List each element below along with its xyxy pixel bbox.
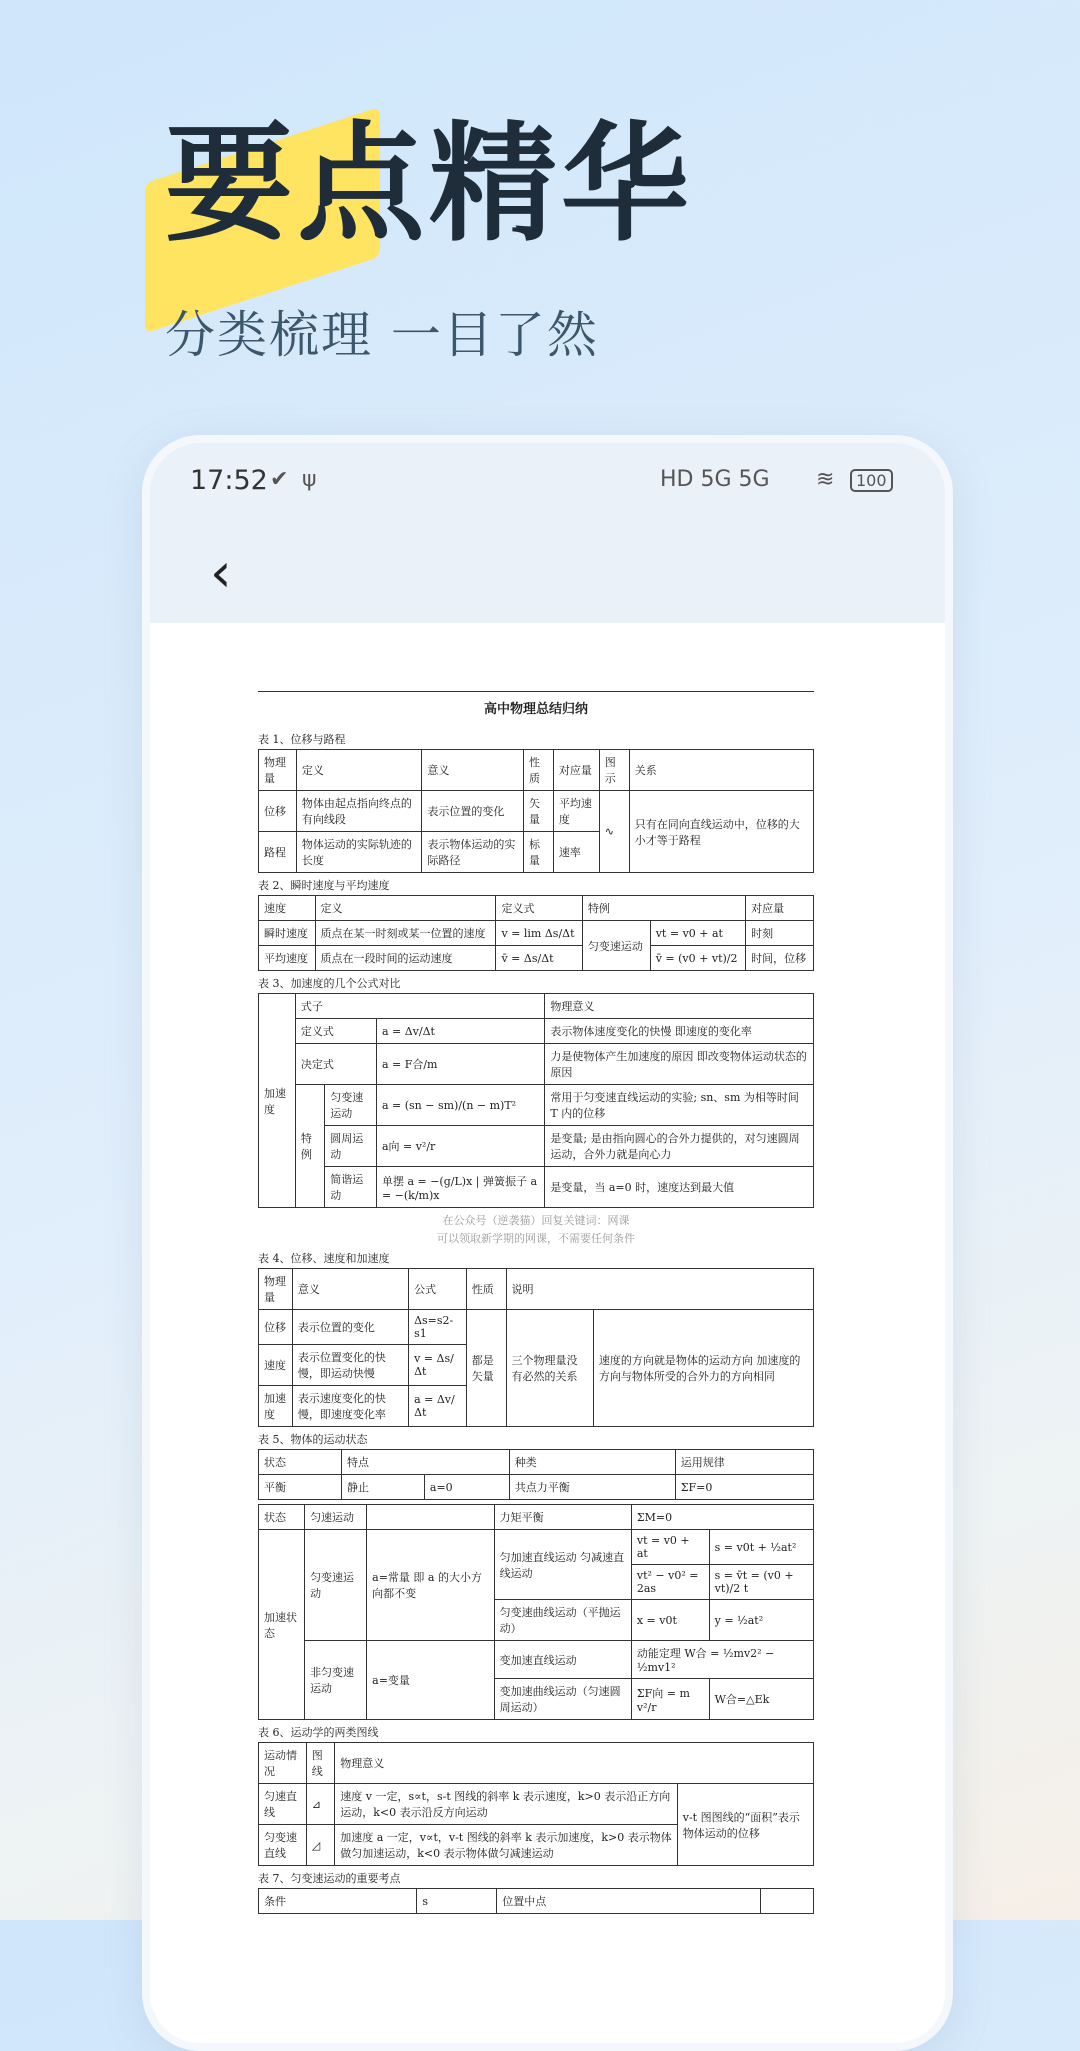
- usb-icon: ψ: [302, 467, 317, 492]
- table-2: 速度 定义 定义式 特例 对应量 瞬时速度 质点在某一时刻或某一位置的速度 v = lim Δs/Δt 匀变速运动 vt = v0 + at 时刻 平均速度 质点在一段时间的运动速度 v̄ = Δs/Δt v̄ = (v0 + vt)/2 时间，位移: [258, 895, 814, 971]
- table-5b: 状态 匀速运动 力矩平衡 ΣM=0 加速状态 匀变速运动 a=常量 即 a 的大小方向都不变 匀加速直线运动 匀减速直线运动 vt = v0 + at s = v0t + ½at² vt² − v0² = 2as s = v̄t = (v0 + vt)/2 t 匀变速曲线运动（平抛运动） x = v0t y = ½at² 非匀变速运动 a=变量 变加速直线运动 动能定理 W合 = ½mv2² − ½mv1² 变加速曲线运动（匀速圆周运动） ΣF向 = m v²/r W合=△Ek: [258, 1504, 814, 1720]
- table-caption: 表 5、物体的运动状态: [258, 1433, 368, 1446]
- trajectory-icon: ∿: [599, 791, 629, 873]
- hero-banner: [165, 110, 694, 259]
- wifi-icon: ≋: [816, 467, 835, 492]
- status-bar: [150, 443, 945, 523]
- st-graph-icon: ⊿: [306, 1784, 334, 1825]
- table-5: 状态 特点 种类 运用规律 平衡 静止 a=0 共点力平衡 ΣF=0: [258, 1449, 814, 1500]
- document-page: [258, 691, 814, 1918]
- vt-graph-icon: ◿: [306, 1825, 334, 1866]
- status-time: 17:52: [190, 465, 268, 496]
- check-icon: ✔: [270, 467, 289, 492]
- battery-icon: 100: [850, 469, 893, 492]
- nav-bar: [150, 523, 945, 623]
- table-4: 物理量 意义 公式 性质 说明 位移 表示位置的变化 Δs=s2-s1 都是矢量 三个物理量没有必然的关系 速度的方向就是物体的运动方向 加速度的方向与物体所受的合外力的方向相同 速度 表示位置变化的快慢，即运动快慢 v = Δs/Δt 加速度 表示速度变化的快慢，即速度变化率 a = Δv/Δt: [258, 1268, 814, 1427]
- table-caption: 表 4、位移、速度和加速度: [258, 1252, 390, 1265]
- table-3: 加速度 式子 物理意义 定义式 a = Δv/Δt 表示物体速度变化的快慢 即速度的变化率 决定式 a = F合/m 力是使物体产生加速度的原因 即改变物体运动状态的原因 特例 匀变速运动 a = (sn − sm)/(n − m)T² 常用于匀变速直线运动的实验; sn、sm 为相等时间 T 内的位移 圆周运动 a向 = v²/r 是变量; 是由指向圆心的合外力提供的，对匀速圆周运动，合外力就是向心力 简谐运动 单摆 a = −(g/L)x | 弹簧振子 a = −(k/m)x 是变量，当 a=0 时，速度达到最大值: [258, 993, 814, 1208]
- watermark: 在公众号（逆袭猫）回复关键词：网课: [442, 1214, 630, 1227]
- doc-title: 高中物理总结归纳: [258, 691, 814, 727]
- table-7: 条件 s 位置中点: [258, 1888, 814, 1914]
- hero-subtitle: 分类梳理 一目了然: [165, 306, 599, 364]
- table-1: 物理量 定义 意义 性质 对应量 图示 关系 位移 物体由起点指向终点的有向线段 表示位置的变化 矢量 平均速度 ∿ 只有在同向直线运动中，位移的大小才等于路程 路程 物体运动的实际轨迹的长度 表示物体运动的实际路径 标量 速率: [258, 749, 814, 873]
- table-caption: 表 3、加速度的几个公式对比: [258, 977, 401, 990]
- table-6: 运动情况 图线 物理意义 匀速直线 ⊿ 速度 v 一定，s∝t，s-t 图线的斜率 k 表示速度，k>0 表示沿正方向运动，k<0 表示沿反方向运动 v-t 图图线的“面积”表示物体运动的位移 匀变速直线 ◿ 加速度 a 一定，v∝t，v-t 图线的斜率 k 表示加速度，k>0 表示物体做匀加速运动，k<0 表示物体做匀减速运动: [258, 1742, 814, 1866]
- watermark: 可以领取新学期的网课，不需要任何条件: [437, 1232, 635, 1245]
- table-caption: 表 7、匀变速运动的重要考点: [258, 1872, 401, 1885]
- phone-mockup: [142, 435, 953, 2051]
- back-button[interactable]: ‹: [210, 541, 232, 604]
- table-caption: 表 2、瞬时速度与平均速度: [258, 879, 390, 892]
- network-icon: HD 5G 5G: [660, 467, 770, 492]
- hero-title: 要点精华: [165, 110, 694, 259]
- table-caption: 表 6、运动学的两类图线: [258, 1726, 379, 1739]
- table-caption: 表 1、位移与路程: [258, 733, 346, 746]
